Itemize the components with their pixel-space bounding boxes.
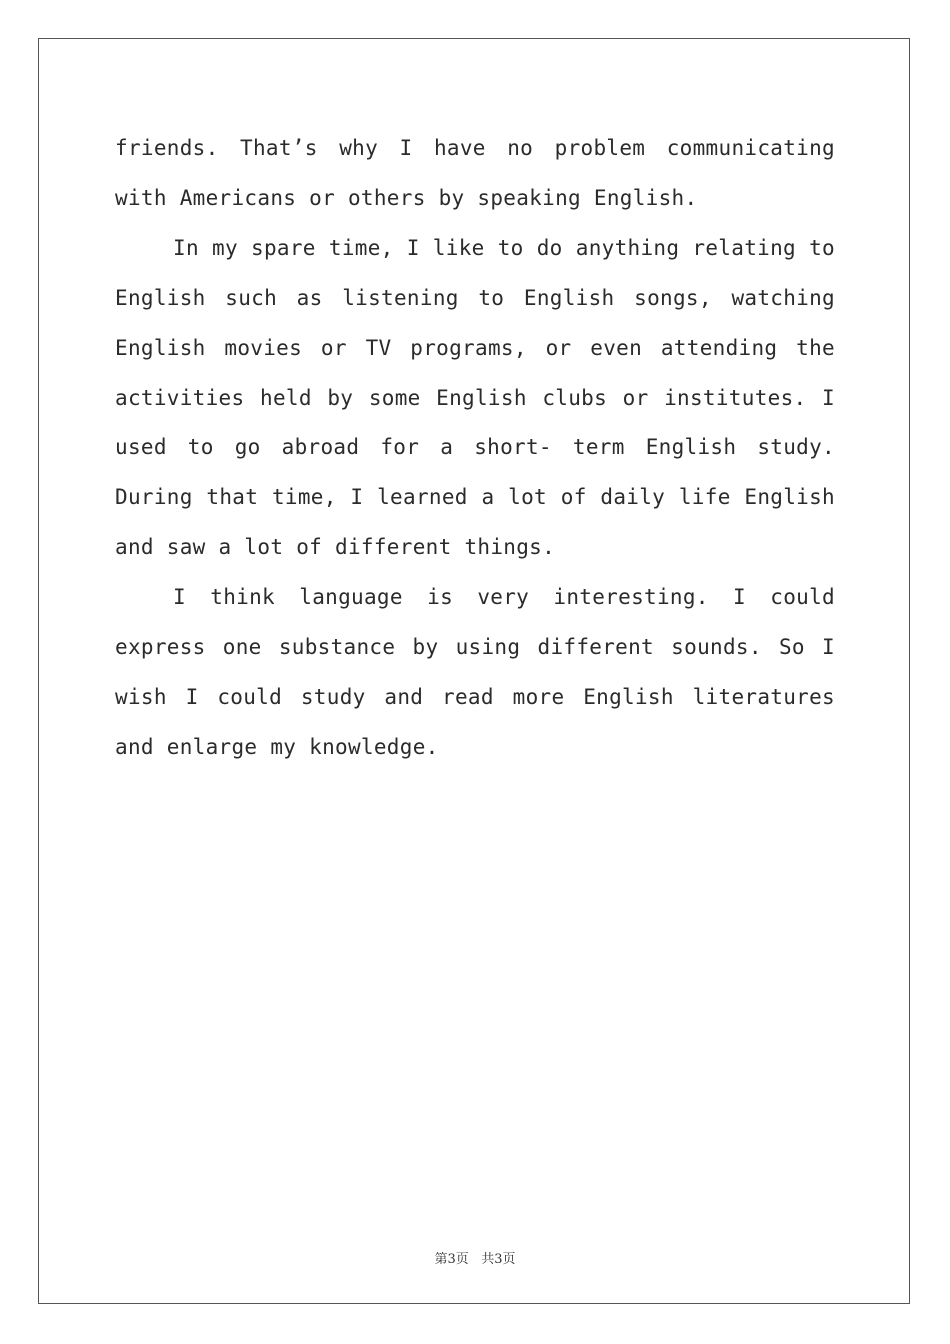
document-body — [115, 124, 835, 773]
paragraph-continued: friends. That’s why I have no problem communicating with Americans or others by speaking English. — [115, 136, 835, 210]
page-total: 共3页 — [481, 1252, 516, 1267]
paragraph-language: I think language is very interesting. I could express one substance by using different sounds. So I wish I could study and read more English literatures and enlarge my knowledge. — [115, 585, 835, 759]
page-number: 第3页 — [434, 1252, 469, 1267]
page-footer — [0, 1248, 950, 1267]
paragraph-spare-time: In my spare time, I like to do anything relating to English such as listening to English songs, watching English movies or TV programs, or even attending the activities held by some English clubs or institutes. I used to go abroad for a short- term English study. During that time, I learned a lot of daily life English and saw a lot of different things. — [115, 235, 835, 560]
